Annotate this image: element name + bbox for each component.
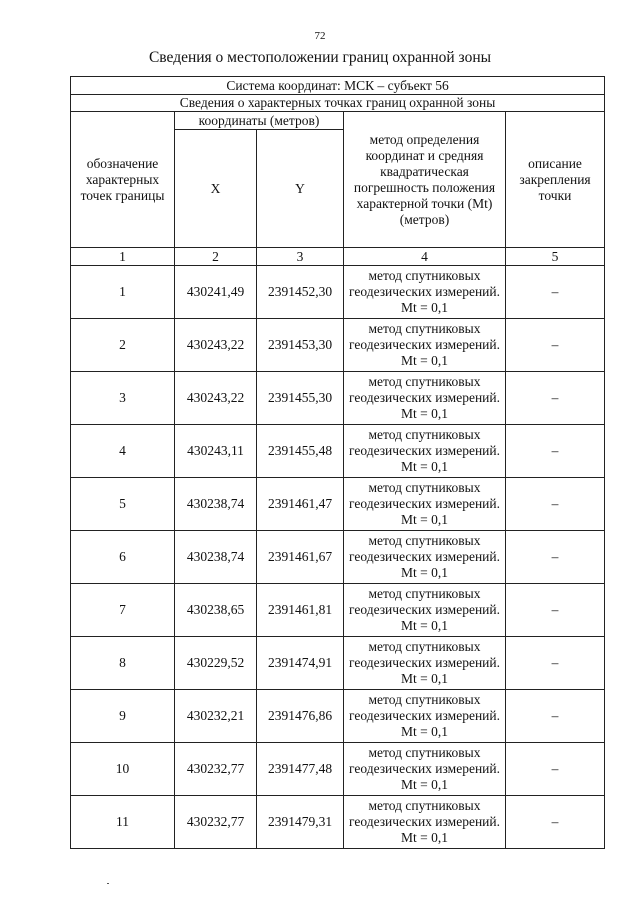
method-cell: метод спутниковых геодезических измерений. Mt = 0,1 — [344, 637, 506, 690]
method-cell: метод спутниковых геодезических измерений. Mt = 0,1 — [344, 425, 506, 478]
coordinate-y: 2391476,86 — [257, 690, 344, 743]
point-designation: 7 — [71, 584, 175, 637]
point-designation: 9 — [71, 690, 175, 743]
coordinate-x: 430232,77 — [175, 743, 257, 796]
description-header: описание закрепления точки — [506, 112, 605, 248]
description-cell: – — [506, 425, 605, 478]
description-cell: – — [506, 266, 605, 319]
table-row — [71, 372, 605, 425]
column-number: 3 — [257, 248, 344, 266]
point-designation: 2 — [71, 319, 175, 372]
point-designation: 4 — [71, 425, 175, 478]
description-cell: – — [506, 478, 605, 531]
coordinate-x: 430238,74 — [175, 478, 257, 531]
table-row — [71, 584, 605, 637]
designation-header: обозначение характерных точек границы — [71, 112, 175, 248]
coordinate-system-header: Система координат: МСК – субъект 56 — [71, 77, 605, 95]
coordinate-y: 2391453,30 — [257, 319, 344, 372]
column-number: 5 — [506, 248, 605, 266]
description-cell: – — [506, 372, 605, 425]
description-cell: – — [506, 743, 605, 796]
coordinate-y: 2391455,48 — [257, 425, 344, 478]
coordinate-y: 2391452,30 — [257, 266, 344, 319]
description-cell: – — [506, 690, 605, 743]
document-title: Сведения о местоположении границ охранной зоны — [148, 49, 492, 66]
y-header: Y — [257, 130, 344, 248]
table-row — [71, 478, 605, 531]
method-cell: метод спутниковых геодезических измерений. Mt = 0,1 — [344, 478, 506, 531]
column-number: 2 — [175, 248, 257, 266]
coordinate-y: 2391477,48 — [257, 743, 344, 796]
point-designation: 6 — [71, 531, 175, 584]
coordinate-x: 430241,49 — [175, 266, 257, 319]
scan-mark — [107, 883, 109, 884]
column-number: 4 — [344, 248, 506, 266]
x-header: X — [175, 130, 257, 248]
description-cell: – — [506, 584, 605, 637]
coordinate-y: 2391455,30 — [257, 372, 344, 425]
column-number: 1 — [71, 248, 175, 266]
coordinate-y: 2391461,67 — [257, 531, 344, 584]
coordinate-y: 2391474,91 — [257, 637, 344, 690]
point-designation: 10 — [71, 743, 175, 796]
coordinate-x: 430229,52 — [175, 637, 257, 690]
method-cell: метод спутниковых геодезических измерений. Mt = 0,1 — [344, 584, 506, 637]
coordinate-y: 2391461,47 — [257, 478, 344, 531]
method-cell: метод спутниковых геодезических измерений. Mt = 0,1 — [344, 796, 506, 849]
page-number: 72 — [314, 30, 326, 42]
coordinate-x: 430238,65 — [175, 584, 257, 637]
method-cell: метод спутниковых геодезических измерений. Mt = 0,1 — [344, 743, 506, 796]
coordinate-x: 430232,21 — [175, 690, 257, 743]
method-header: метод определения координат и средняя квадратическая погрешность положения характерной точки (Mt) (метров) — [344, 112, 506, 248]
point-designation: 11 — [71, 796, 175, 849]
point-designation: 5 — [71, 478, 175, 531]
coordinate-x: 430238,74 — [175, 531, 257, 584]
method-cell: метод спутниковых геодезических измерений. Mt = 0,1 — [344, 372, 506, 425]
coordinates-header: координаты (метров) — [175, 112, 344, 130]
method-cell: метод спутниковых геодезических измерений. Mt = 0,1 — [344, 690, 506, 743]
description-cell: – — [506, 637, 605, 690]
coordinate-x: 430243,22 — [175, 319, 257, 372]
coordinate-x: 430243,22 — [175, 372, 257, 425]
table-row — [71, 425, 605, 478]
description-cell: – — [506, 531, 605, 584]
point-designation: 1 — [71, 266, 175, 319]
table-row — [71, 531, 605, 584]
coordinate-x: 430232,77 — [175, 796, 257, 849]
boundary-points-table — [70, 76, 605, 849]
table-row — [71, 637, 605, 690]
method-cell: метод спутниковых геодезических измерений. Mt = 0,1 — [344, 319, 506, 372]
table-row — [71, 690, 605, 743]
table-row — [71, 796, 605, 849]
description-cell: – — [506, 796, 605, 849]
table-row — [71, 319, 605, 372]
method-cell: метод спутниковых геодезических измерений. Mt = 0,1 — [344, 266, 506, 319]
table-row — [71, 266, 605, 319]
section-title: Сведения о характерных точках границ охранной зоны — [71, 95, 605, 112]
point-designation: 8 — [71, 637, 175, 690]
coordinate-y: 2391461,81 — [257, 584, 344, 637]
coordinate-y: 2391479,31 — [257, 796, 344, 849]
coordinate-x: 430243,11 — [175, 425, 257, 478]
point-designation: 3 — [71, 372, 175, 425]
method-cell: метод спутниковых геодезических измерений. Mt = 0,1 — [344, 531, 506, 584]
table-row — [71, 743, 605, 796]
description-cell: – — [506, 319, 605, 372]
